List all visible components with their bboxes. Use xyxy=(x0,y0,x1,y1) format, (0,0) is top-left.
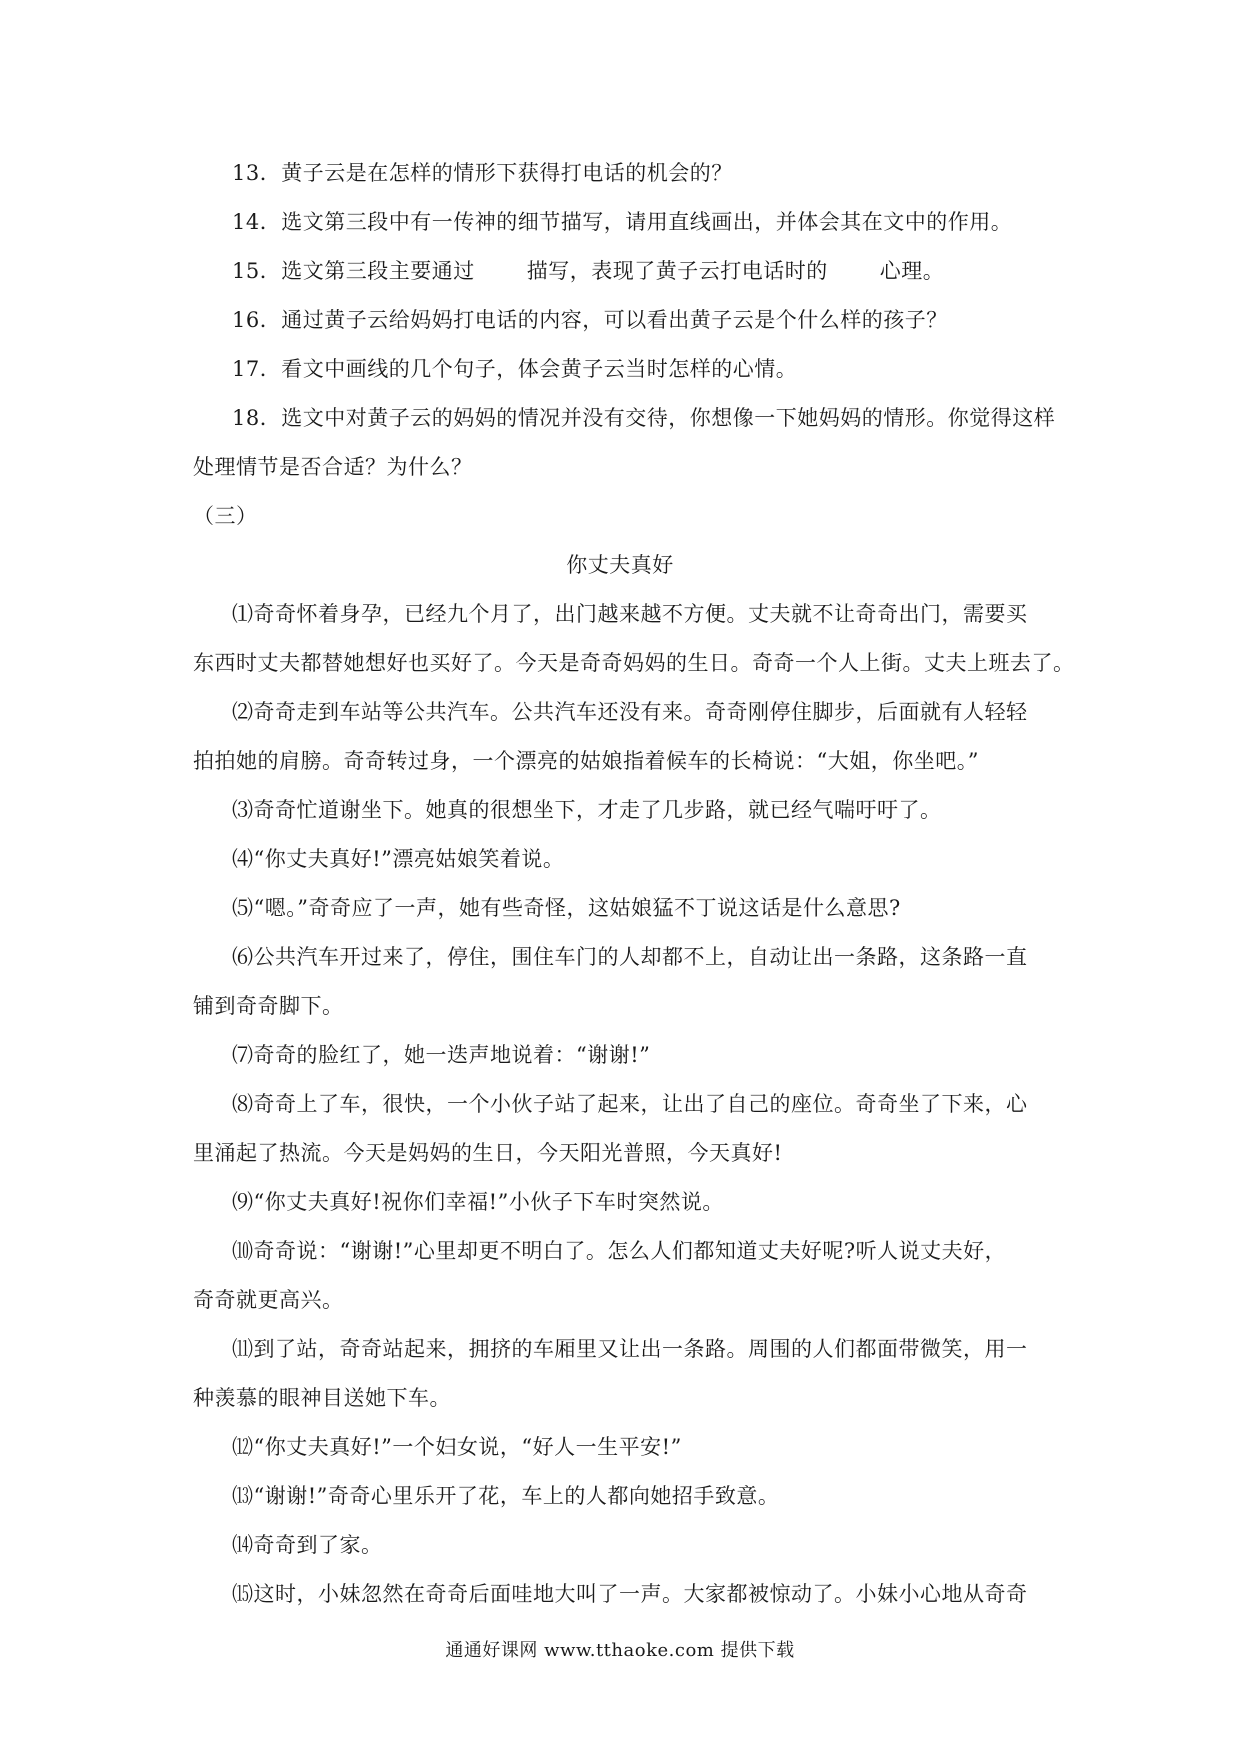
paragraph-8-line-1: ⑻奇奇上了车，很快，一个小伙子站了起来，让出了自己的座位。奇奇坐了下来，心 xyxy=(232,1092,1028,1116)
question-15-part-c: 心理。 xyxy=(879,259,945,283)
paragraph-10-line-2: 奇奇就更高兴。 xyxy=(193,1288,344,1312)
paragraph-12: ⑿“你丈夫真好!”一个妇女说，“好人一生平安!” xyxy=(232,1435,682,1459)
paragraph-5: ⑸“嗯。”奇奇应了一声，她有些奇怪，这姑娘猛不丁说这话是什么意思? xyxy=(232,896,901,920)
paragraph-2-line-2: 拍拍她的肩膀。奇奇转过身，一个漂亮的姑娘指着候车的长椅说：“大姐，你坐吧。” xyxy=(193,749,979,773)
question-14: 14．选文第三段中有一传神的细节描写，请用直线画出，并体会其在文中的作用。 xyxy=(232,210,1013,234)
question-13: 13．黄子云是在怎样的情形下获得打电话的机会的？ xyxy=(232,161,733,185)
paragraph-6-line-2: 铺到奇奇脚下。 xyxy=(193,994,344,1018)
paragraph-3: ⑶奇奇忙道谢坐下。她真的很想坐下，才走了几步路，就已经气喘吁吁了。 xyxy=(232,798,942,822)
paragraph-1-line-2: 东西时丈夫都替她想好也买好了。今天是奇奇妈妈的生日。奇奇一个人上街。丈夫上班去了。 xyxy=(193,651,1075,675)
question-17: 17．看文中画线的几个句子，体会黄子云当时怎样的心情。 xyxy=(232,357,798,381)
paragraph-14: ⒁奇奇到了家。 xyxy=(232,1533,383,1557)
paragraph-7: ⑺奇奇的脸红了，她一迭声地说着：“谢谢!” xyxy=(232,1043,651,1067)
question-15-part-a: 15．选文第三段主要通过 xyxy=(232,259,475,283)
question-18-line-1: 18．选文中对黄子云的妈妈的情况并没有交待，你想像一下她妈妈的情形。你觉得这样 xyxy=(232,406,1056,430)
question-16: 16．通过黄子云给妈妈打电话的内容，可以看出黄子云是个什么样的孩子？ xyxy=(232,308,948,332)
section-label: （三） xyxy=(193,504,258,528)
passage-title: 你丈夫真好 xyxy=(566,553,674,577)
question-18-line-2: 处理情节是否合适？为什么？ xyxy=(193,455,473,479)
paragraph-4: ⑷“你丈夫真好!”漂亮姑娘笑着说。 xyxy=(232,847,565,871)
paragraph-13: ⒀“谢谢!”奇奇心里乐开了花，车上的人都向她招手致意。 xyxy=(232,1484,780,1508)
paragraph-8-line-2: 里涌起了热流。今天是妈妈的生日，今天阳光普照，今天真好! xyxy=(193,1141,783,1165)
question-15 xyxy=(232,256,944,286)
paragraph-11-line-1: ⑾到了站，奇奇站起来，拥挤的车厢里又让出一条路。周围的人们都面带微笑，用一 xyxy=(232,1337,1028,1361)
paragraph-11-line-2: 种羡慕的眼神目送她下车。 xyxy=(193,1386,451,1410)
page-footer: 通通好课网 www.tthaoke.com 提供下载 xyxy=(445,1640,795,1661)
paragraph-1-line-1: ⑴奇奇怀着身孕，已经九个月了，出门越来越不方便。丈夫就不让奇奇出门，需要买 xyxy=(232,602,1028,626)
paragraph-15-line-1: ⒂这时，小妹忽然在奇奇后面哇地大叫了一声。大家都被惊动了。小妹小心地从奇奇 xyxy=(232,1582,1028,1606)
paragraph-2-line-1: ⑵奇奇走到车站等公共汽车。公共汽车还没有来。奇奇刚停住脚步，后面就有人轻轻 xyxy=(232,700,1028,724)
question-15-part-b: 描写，表现了黄子云打电话时的 xyxy=(526,259,828,283)
paragraph-6-line-1: ⑹公共汽车开过来了，停住，围住车门的人却都不上，自动让出一条路，这条路一直 xyxy=(232,945,1028,969)
paragraph-10-line-1: ⑽奇奇说：“谢谢!”心里却更不明白了。怎么人们都知道丈夫好呢?听人说丈夫好， xyxy=(232,1239,1007,1263)
paragraph-9: ⑼“你丈夫真好!祝你们幸福!”小伙子下车时突然说。 xyxy=(232,1190,724,1214)
